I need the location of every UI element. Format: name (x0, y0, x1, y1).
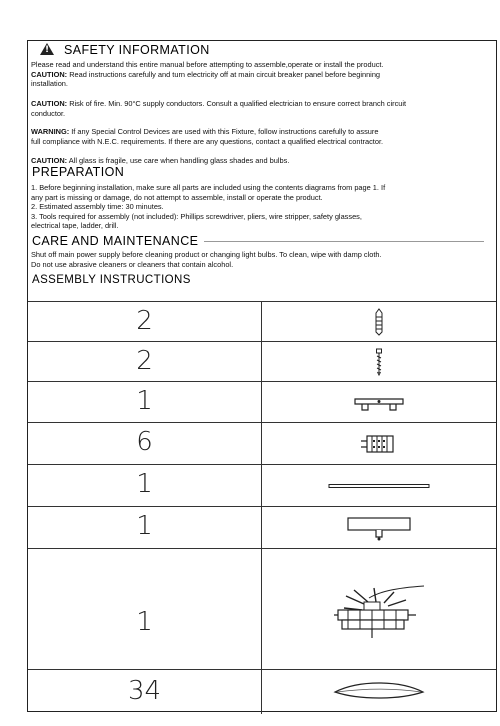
part-quantity: 1 (136, 607, 153, 637)
canopy-icon (262, 507, 496, 549)
part-quantity: 2 (136, 346, 153, 376)
safety-title: SAFETY INFORMATION (64, 43, 210, 57)
preparation-text: 1. Before beginning installation, make sure all parts are included using the contents diagrams from page 1. If any part is missing or damage, do not attempt to assemble, install or operate the product. 2. Estimated assembly time: 30 minutes. 3. Tools required for assembly (not included): Phillips screwdriver, pliers, wire stripper, safety glasses, electrical tape, ladder, drill. (31, 183, 386, 231)
care-text: Shut off main power supply before cleaning product or changing light bulbs. To clean, wipe with damp cloth. Do not use abrasive cleaners or cleaners that contain alcohol. (31, 250, 382, 269)
part-quantity: 1 (136, 386, 153, 416)
care-heading: CARE AND MAINTENANCE (32, 235, 484, 248)
table-row (28, 548, 496, 670)
text-section (28, 41, 496, 291)
warning-control-devices: WARNING: If any Special Control Devices are used with this Fixture, follow instructions carefully to assure full compliance with N.E.C. requirements. If there are any questions, contact a qualified electrical contractor. (31, 127, 384, 146)
screw-icon (262, 342, 496, 382)
glass-leaf-icon (262, 670, 496, 714)
table-row (28, 422, 496, 465)
part-quantity: 34 (127, 676, 162, 706)
part-quantity: 6 (136, 427, 153, 457)
caution-fire: CAUTION: Risk of fire. Min. 90°C supply conductors. Consult a qualified electrician to ensure correct branch circuit conductor. (31, 99, 407, 118)
table-row (28, 301, 496, 342)
wire-connector-icon (262, 423, 496, 465)
warning-triangle-icon (40, 43, 54, 55)
table-row (28, 381, 496, 423)
assembly-heading: ASSEMBLY INSTRUCTIONS (32, 274, 191, 286)
rod-icon (262, 465, 496, 507)
instruction-sheet (27, 40, 497, 712)
chandelier-frame-icon (262, 549, 496, 670)
part-quantity: 1 (136, 469, 153, 499)
preparation-heading: PREPARATION (32, 165, 125, 179)
table-row (28, 464, 496, 507)
safety-intro: Please read and understand this entire manual before attempting to assemble,operate or install the product. CAUTION: Read instructions carefully and turn electricity off at main circuit breaker panel before beginning installation. (31, 60, 384, 89)
table-row (28, 341, 496, 382)
table-row (28, 506, 496, 549)
safety-heading (32, 43, 210, 57)
mounting-bracket-icon (262, 382, 496, 423)
wall-anchor-icon (262, 302, 496, 342)
caution-glass: CAUTION: All glass is fragile, use care when handling glass shades and bulbs. (31, 156, 290, 165)
table-row (28, 669, 496, 714)
part-quantity: 1 (136, 511, 153, 541)
part-quantity: 2 (136, 306, 153, 336)
